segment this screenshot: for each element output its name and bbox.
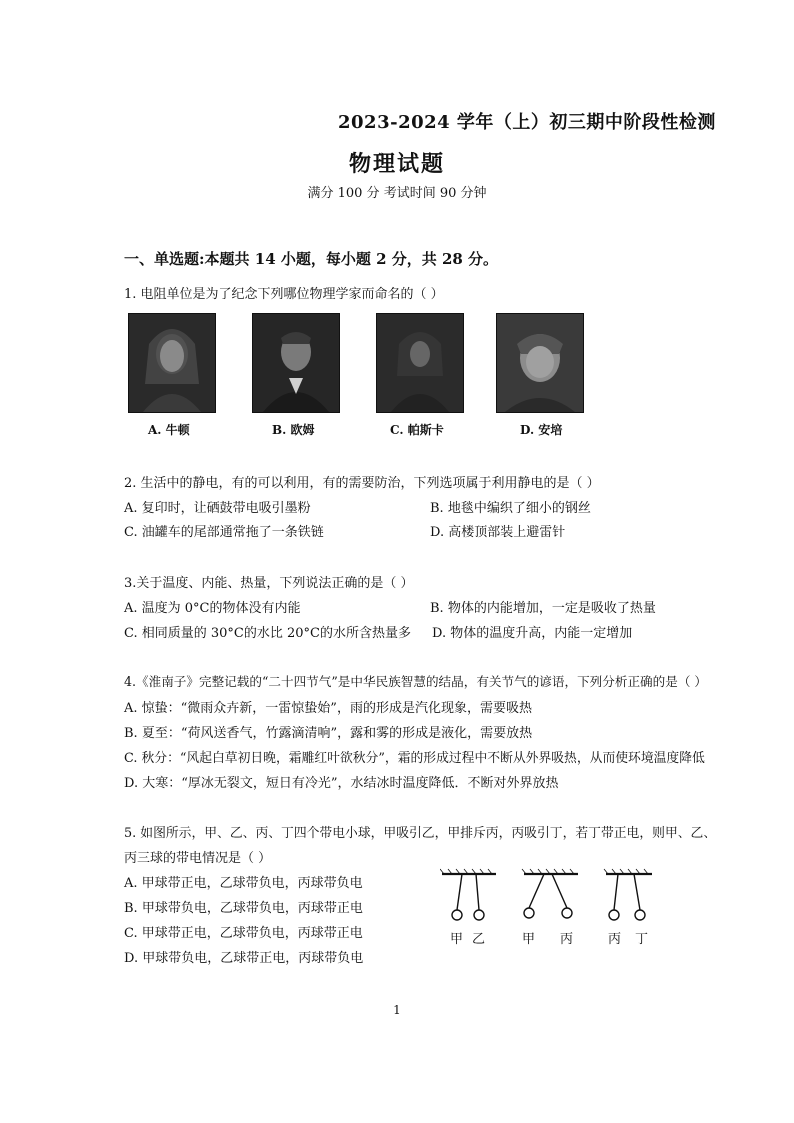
q4-option-c: C. 秋分：“风起白草初日晚，霜雕红叶欲秋分”，霜的形成过程中不断从外界吸热，从而使环境温度降低 <box>124 751 705 766</box>
ball-label-bing-2: 丙 <box>608 932 622 947</box>
q4-option-b: B. 夏至：“荷风送香气，竹露滴清响”，露和雾的形成是液化，需要放热 <box>124 726 533 741</box>
q3-option-a: A. 温度为 0°C的物体没有内能 <box>124 601 301 616</box>
ball-label-yi: 乙 <box>472 932 486 947</box>
portrait-pascal <box>376 313 464 413</box>
section-heading: 一、单选题:本题共 14 小题，每小题 2 分，共 28 分。 <box>124 250 499 268</box>
ball-label-jia-2: 甲 <box>522 932 536 947</box>
q5-option-b: B. 甲球带负电，乙球带负电，丙球带正电 <box>124 901 363 916</box>
charged-balls-diagram <box>440 866 670 951</box>
question-5-stem-line1: 5. 如图所示，甲、乙、丙、丁四个带电小球，甲吸引乙，甲排斥丙，丙吸引丁，若丁带正电，则甲、乙、 <box>124 826 717 841</box>
q5-option-d: D. 甲球带负电，乙球带正电，丙球带负电 <box>124 951 364 966</box>
q2-option-d: D. 高楼顶部装上避雷针 <box>430 525 566 540</box>
portrait-ohm <box>252 313 340 413</box>
subject-title: 物理试题 <box>348 151 445 177</box>
q1-option-d: D. 安培 <box>520 423 563 437</box>
exam-title: 2023-2024 学年（上）初三期中阶段性检测 <box>338 112 716 133</box>
ball-label-jia-1: 甲 <box>450 932 464 947</box>
q1-option-b: B. 欧姆 <box>272 423 315 437</box>
q3-option-d: D. 物体的温度升高，内能一定增加 <box>432 626 633 641</box>
q4-option-d: D. 大寒：“厚冰无裂文，短日有冷光”，水结冰时温度降低．不断对外界放热 <box>124 776 559 791</box>
q3-option-c: C. 相同质量的 30°C的水比 20°C的水所含热量多 <box>124 626 411 641</box>
q1-option-c: C. 帕斯卡 <box>390 423 444 437</box>
q2-option-c: C. 油罐车的尾部通常拖了一条铁链 <box>124 525 324 540</box>
question-2-stem: 2. 生活中的静电，有的可以利用，有的需要防治，下列选项属于利用静电的是（ ） <box>124 476 600 491</box>
question-4-stem: 4.《淮南子》完整记载的“二十四节气”是中华民族智慧的结晶，有关节气的谚语，下列分析正确的是（ ） <box>124 674 708 689</box>
q1-option-a: A. 牛顿 <box>148 423 190 437</box>
q5-option-a: A. 甲球带正电，乙球带负电，丙球带负电 <box>124 876 363 891</box>
question-1-stem: 1. 电阻单位是为了纪念下列哪位物理学家而命名的（ ） <box>124 287 444 302</box>
q4-option-a: A. 惊蛰：“微雨众卉新，一雷惊蛰始”，雨的形成是汽化现象，需要吸热 <box>124 701 532 716</box>
portrait-newton <box>128 313 216 413</box>
q2-option-a: A. 复印时，让硒鼓带电吸引墨粉 <box>124 501 311 516</box>
page-number: 1 <box>393 1003 401 1017</box>
exam-meta: 满分 100 分 考试时间 90 分钟 <box>307 186 487 201</box>
ball-label-bing-1: 丙 <box>560 932 574 947</box>
ball-label-ding: 丁 <box>635 932 649 947</box>
q3-option-b: B. 物体的内能增加，一定是吸收了热量 <box>430 601 656 616</box>
question-3-stem: 3.关于温度、内能、热量，下列说法正确的是（ ） <box>124 576 414 591</box>
portrait-ampere <box>496 313 584 413</box>
question-5-stem-line2: 丙三球的带电情况是（ ） <box>124 851 272 866</box>
q5-option-c: C. 甲球带正电，乙球带负电，丙球带正电 <box>124 926 363 941</box>
q2-option-b: B. 地毯中编织了细小的钢丝 <box>430 501 591 516</box>
